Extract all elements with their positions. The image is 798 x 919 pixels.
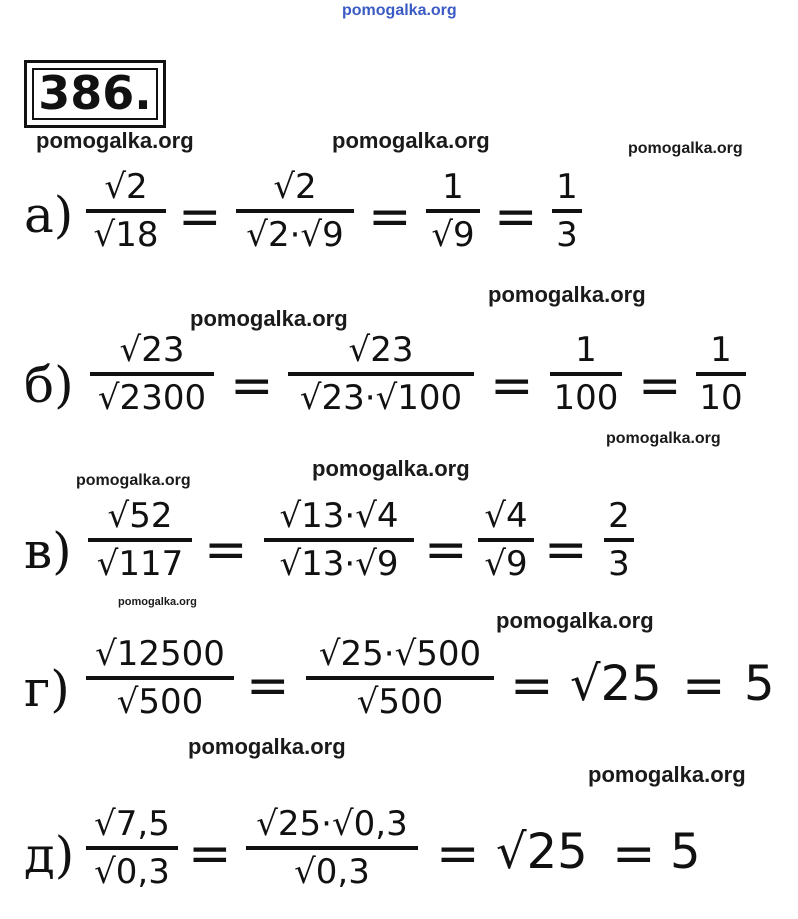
denominator: 3 (556, 215, 578, 255)
denominator: √9 (431, 215, 475, 255)
fraction-bar (236, 209, 354, 213)
numerator: √12500 (95, 634, 225, 674)
watermark[interactable]: pomogalka.org (188, 734, 346, 759)
numerator: √52 (107, 496, 173, 536)
problem-number: 386. (38, 66, 152, 120)
watermark[interactable]: pomogalka.org (190, 306, 348, 331)
denominator: 10 (699, 378, 743, 418)
denominator: √500 (356, 682, 444, 722)
numerator: √2 (104, 167, 148, 207)
fraction (264, 496, 414, 584)
watermark[interactable]: pomogalka.org (628, 140, 743, 157)
denominator: √2·√9 (246, 215, 344, 255)
numerator: √4 (484, 496, 528, 536)
fraction-bar (86, 209, 166, 213)
fraction (552, 167, 582, 255)
fraction (236, 167, 354, 255)
equals-sign: = (490, 356, 534, 416)
result-value: 5 (670, 824, 701, 880)
numerator: 1 (556, 167, 578, 207)
result-value: 5 (744, 656, 775, 712)
row-label: д) (24, 826, 75, 884)
watermark[interactable]: pomogalka.org (312, 456, 470, 481)
watermark[interactable]: pomogalka.org (588, 762, 746, 787)
denominator: 100 (553, 378, 619, 418)
equals-sign: = (682, 656, 726, 716)
numerator: √23 (119, 330, 185, 370)
numerator: √25·√0,3 (256, 804, 408, 844)
watermark[interactable]: pomogalka.org (488, 282, 646, 307)
fraction-bar (86, 846, 178, 850)
denominator: √0,3 (294, 852, 370, 892)
fraction (478, 496, 534, 584)
equals-sign: = (510, 656, 554, 716)
fraction (426, 167, 480, 255)
fraction (246, 804, 418, 892)
equals-sign: = (230, 356, 274, 416)
fraction-bar (90, 372, 214, 376)
result-root: √25 (496, 824, 588, 880)
equals-sign: = (494, 187, 538, 247)
denominator: 3 (608, 544, 630, 584)
fraction-bar (264, 538, 414, 542)
numerator: 2 (608, 496, 630, 536)
fraction-bar (552, 209, 582, 213)
equals-sign: = (638, 356, 682, 416)
equals-sign: = (544, 520, 588, 580)
watermark[interactable]: pomogalka.org (332, 128, 490, 153)
denominator: √0,3 (94, 852, 170, 892)
fraction (86, 167, 166, 255)
watermark[interactable]: pomogalka.org (36, 128, 194, 153)
denominator: √9 (484, 544, 528, 584)
row-label: б) (24, 356, 74, 414)
numerator: √23 (348, 330, 414, 370)
numerator: 1 (442, 167, 464, 207)
result-root: √25 (570, 656, 662, 712)
denominator: √2300 (97, 378, 207, 418)
equals-sign: = (246, 656, 290, 716)
problem-number-box (24, 60, 166, 128)
numerator: 1 (710, 330, 732, 370)
numerator: √13·√4 (279, 496, 399, 536)
equals-sign: = (178, 187, 222, 247)
fraction-bar (88, 538, 192, 542)
equals-sign: = (368, 187, 412, 247)
equals-sign: = (204, 520, 248, 580)
equals-sign: = (436, 824, 480, 884)
fraction-bar (604, 538, 634, 542)
fraction (604, 496, 634, 584)
fraction-bar (246, 846, 418, 850)
fraction (306, 634, 494, 722)
fraction-bar (288, 372, 474, 376)
denominator: √23·√100 (299, 378, 463, 418)
fraction (288, 330, 474, 418)
denominator: √13·√9 (279, 544, 399, 584)
denominator: √117 (96, 544, 184, 584)
denominator: √500 (116, 682, 204, 722)
row-label: а) (24, 186, 74, 244)
denominator: √18 (93, 215, 159, 255)
fraction-bar (306, 676, 494, 680)
fraction (88, 496, 192, 584)
numerator: √25·√500 (318, 634, 482, 674)
numerator: 1 (575, 330, 597, 370)
watermark[interactable]: pomogalka.org (76, 472, 191, 489)
fraction (90, 330, 214, 418)
fraction (86, 804, 178, 892)
watermark[interactable]: pomogalka.org (606, 430, 721, 447)
fraction-bar (696, 372, 746, 376)
fraction-bar (86, 676, 234, 680)
row-label: г) (24, 660, 70, 718)
fraction-bar (478, 538, 534, 542)
fraction (696, 330, 746, 418)
numerator: √7,5 (94, 804, 170, 844)
watermark[interactable]: pomogalka.org (118, 596, 197, 608)
watermark-top[interactable]: pomogalka.org (342, 2, 457, 19)
equals-sign: = (424, 520, 468, 580)
fraction (550, 330, 622, 418)
equals-sign: = (188, 824, 232, 884)
watermark[interactable]: pomogalka.org (496, 608, 654, 633)
fraction (86, 634, 234, 722)
fraction-bar (426, 209, 480, 213)
fraction-bar (550, 372, 622, 376)
equals-sign: = (612, 824, 656, 884)
numerator: √2 (273, 167, 317, 207)
row-label: в) (24, 522, 72, 580)
